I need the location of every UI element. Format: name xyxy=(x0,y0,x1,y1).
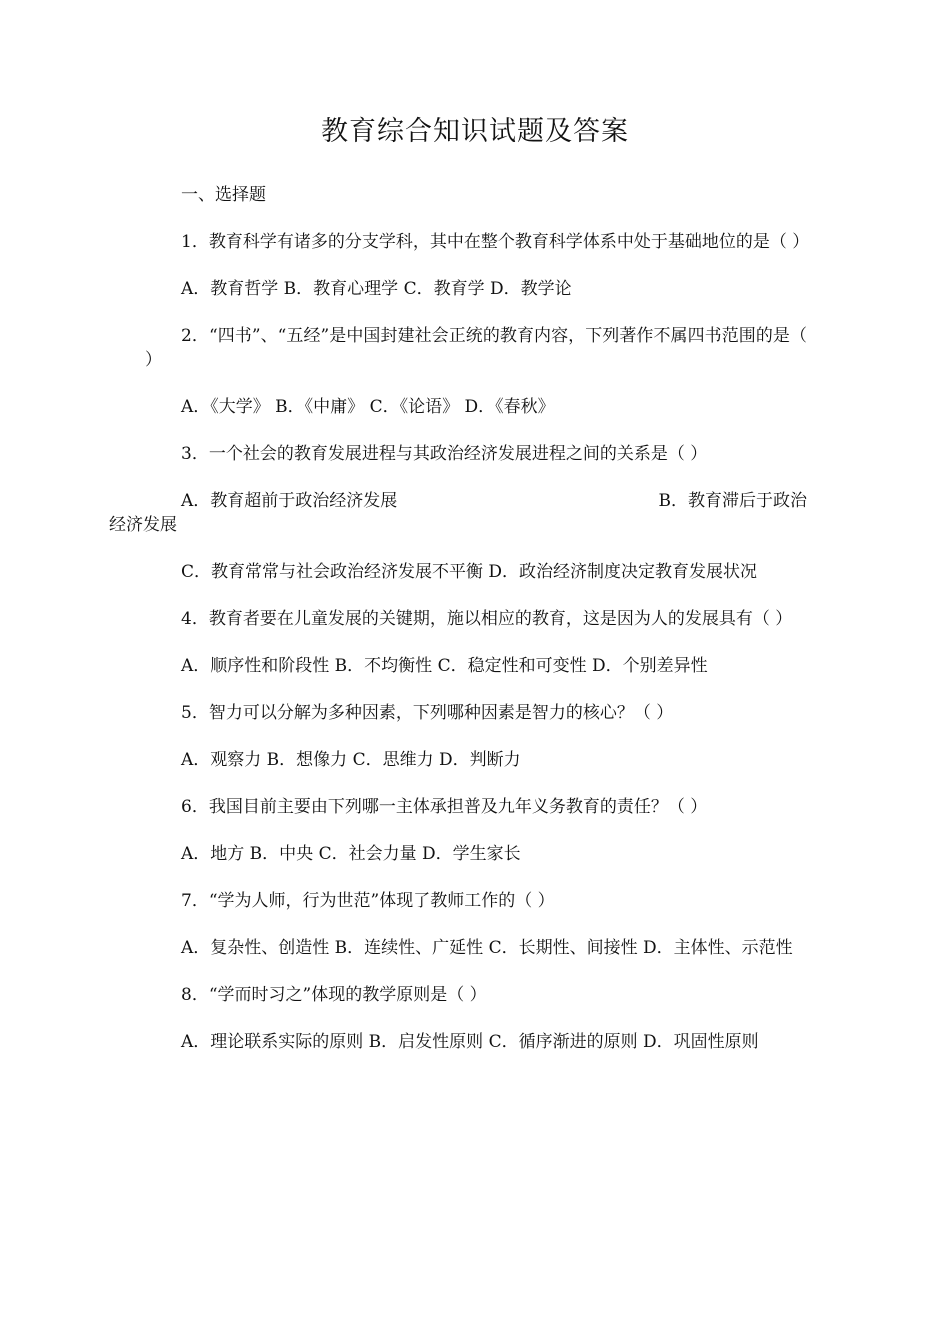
question-3: 3．一个社会的教育发展进程与其政治经济发展进程之间的关系是（ ） xyxy=(181,444,708,464)
document-title: 教育综合知识试题及答案 xyxy=(321,116,629,147)
section-heading: 一、选择题 xyxy=(181,185,266,205)
question-6: 6．我国目前主要由下列哪一主体承担普及九年义务教育的责任？（ ） xyxy=(181,797,708,817)
options-2: A．《大学》 B．《中庸》 C．《论语》 D．《春秋》 xyxy=(181,397,555,417)
question-8: 8．“学而时习之”体现的教学原则是（ ） xyxy=(181,985,487,1005)
option-3a-right: B．教育滞后于政治 xyxy=(658,491,807,511)
question-1: 1．教育科学有诸多的分支学科，其中在整个教育科学体系中处于基础地位的是（ ） xyxy=(181,232,810,252)
options-3a xyxy=(109,489,807,537)
options-7: A．复杂性、创造性 B．连续性、广延性 C．长期性、间接性 D．主体性、示范性 xyxy=(181,938,793,958)
options-4: A．顺序性和阶段性 B．不均衡性 C．稳定性和可变性 D．个别差异性 xyxy=(181,656,708,676)
options-5: A．观察力 B．想像力 C．思维力 D．判断力 xyxy=(181,750,521,770)
question-5: 5．智力可以分解为多种因素，下列哪种因素是智力的核心？（ ） xyxy=(181,703,674,723)
options-6: A．地方 B．中央 C．社会力量 D．学生家长 xyxy=(181,844,521,864)
option-3a-left: A．教育超前于政治经济发展 xyxy=(181,491,398,511)
question-4: 4．教育者要在儿童发展的关键期，施以相应的教育，这是因为人的发展具有（ ） xyxy=(181,609,793,629)
options-1: A．教育哲学 B．教育心理学 C．教育学 D．教学论 xyxy=(181,279,572,299)
option-3a-wrap: 经济发展 xyxy=(109,515,177,535)
options-8: A．理论联系实际的原则 B．启发性原则 C．循序渐进的原则 D．巩固性原则 xyxy=(181,1032,759,1052)
question-2: 2．“四书”、“五经”是中国封建社会正统的教育内容，下列著作不属四书范围的是（ ） xyxy=(145,326,807,370)
options-3b: C．教育常常与社会政治经济发展不平衡 D．政治经济制度决定教育发展状况 xyxy=(181,562,758,582)
document-body xyxy=(109,183,810,1077)
question-7: 7．“学为人师，行为世范”体现了教师工作的（ ） xyxy=(181,891,555,911)
